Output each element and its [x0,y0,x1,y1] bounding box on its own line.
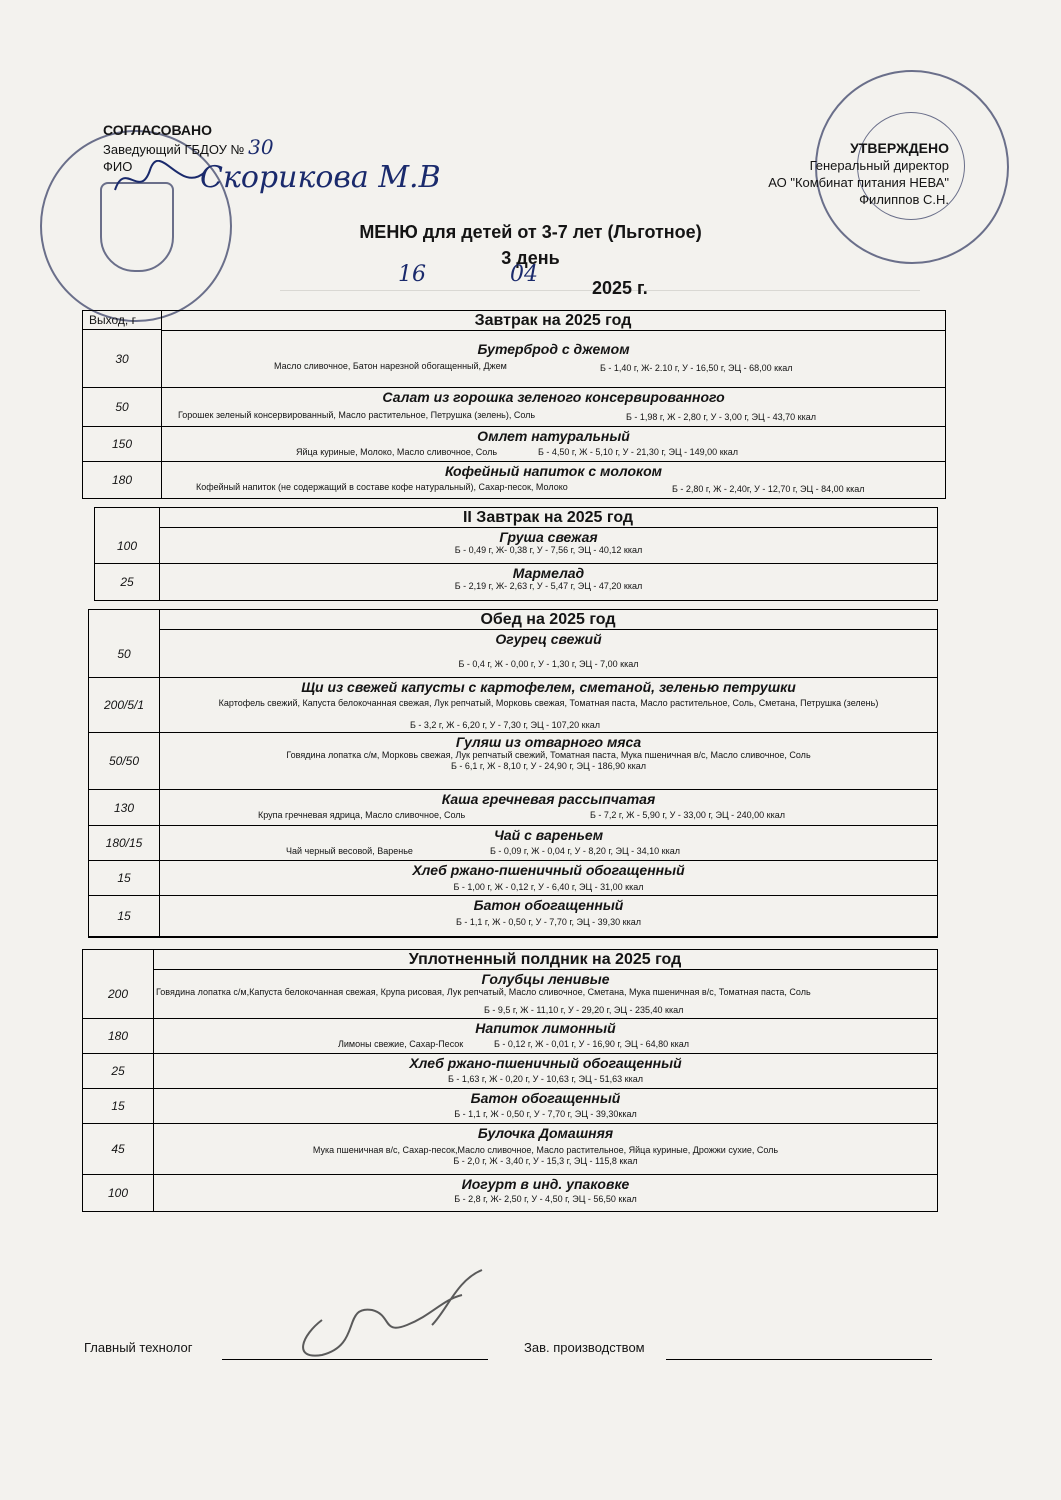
output-weight: 50 [117,646,131,661]
dish-nutrition: Б - 0,12 г, Ж - 0,01 г, У - 16,90 г, ЭЦ - 64,80 ккал [494,1039,690,1049]
dish-ingredients: Чай черный весовой, Варенье [286,846,413,856]
output-weight: 150 [111,437,133,451]
dish-name: Батон обогащенный [473,897,624,913]
output-weight: 45 [111,1142,125,1156]
dish-ingredients: Яйца куриные, Молоко, Масло сливочное, Соль [296,447,498,457]
dish-nutrition: Б - 0,49 г, Ж- 0,38 г, У - 7,56 г, ЭЦ - 40,12 ккал [454,545,643,555]
dish-name: Хлеб ржано-пшеничный обогащенный [412,862,685,878]
dish-nutrition: Б - 0,4 г, Ж - 0,00 г, У - 1,30 г, ЭЦ - 7,00 ккал [458,659,639,669]
table-row [83,1175,937,1210]
output-weight: 100 [107,1185,129,1200]
section-title: II Завтрак на 2025 год [159,508,937,528]
chief-technologist-signature [282,1265,492,1380]
output-weight: 130 [113,800,135,815]
chief-technologist-label: Главный технолог [84,1340,193,1355]
school-number: 30 [248,135,274,159]
signature-line [666,1359,932,1360]
dish-name: Батон обогащенный [470,1090,621,1106]
dish-nutrition: Б - 1,98 г, Ж - 2,80 г, У - 3,00 г, ЭЦ - 43,70 ккал [626,412,817,422]
dish-nutrition: Б - 3,2 г, Ж - 6,20 г, У - 7,30 г, ЭЦ - 107,20 ккал [410,720,601,730]
dish-nutrition: Б - 2,19 г, Ж- 2,63 г, У - 5,47 г, ЭЦ - 47,20 ккал [454,581,643,591]
dish-ingredients: Говядина лопатка с/м, Морковь свежая, Лук репчатый свежий, Томатная паста, Мука пшеничная в/с, Масло сливочное, Соль [286,750,811,760]
table-row [89,678,937,733]
output-weight: 15 [111,1099,125,1113]
output-weight: 30 [115,352,129,366]
dish-ingredients: Кофейный напиток (не содержащий в составе кофе натуральный), Сахар-песок, Молоко [196,482,568,492]
dish-nutrition: Б - 7,2 г, Ж - 5,90 г, У - 33,00 г, ЭЦ - 240,00 ккал [590,810,786,820]
table-row [83,1089,937,1124]
menu-title: МЕНЮ для детей от 3-7 лет (Льготное) [359,222,702,242]
table-row [83,1054,937,1089]
output-weight: 50 [115,400,129,414]
dish-name: Напиток лимонный [475,1020,616,1036]
agreed-signature: Скорикова М.В [200,160,441,195]
table-row [83,1124,937,1175]
approved-name: Филиппов С.Н. [859,192,949,207]
output-weight: 25 [111,1064,125,1078]
dish-name: Салат из горошка зеленого консервированного [382,389,725,405]
dish-name: Иогурт в инд. упаковке [461,1176,630,1192]
table-row [89,861,937,896]
agreed-fio: ФИО [103,159,133,174]
table-row [83,970,937,1019]
output-weight: 50/50 [108,754,140,768]
table-row [89,790,937,826]
dish-name: Хлеб ржано-пшеничный обогащенный [409,1055,682,1071]
dish-nutrition: Б - 6,1 г, Ж - 8,10 г, У - 24,90 г, ЭЦ - 186,90 ккал [450,761,647,771]
column-header-output: Выход, г [83,311,161,330]
dish-name: Кофейный напиток с молоком [444,463,662,479]
dish-name: Щи из свежей капусты с картофелем, сметаной, зеленью петрушки [301,679,796,695]
section-title: Уплотненный полдник на 2025 год [153,950,937,970]
section-afternoon-snack [82,949,938,1212]
dish-nutrition: Б - 1,63 г, Ж - 0,20 г, У - 10,63 г, ЭЦ - 51,63 ккал [447,1074,644,1084]
output-weight: 180 [107,1029,129,1043]
dish-nutrition: Б - 4,50 г, Ж - 5,10 г, У - 21,30 г, ЭЦ - 149,00 ккал [538,447,739,457]
table-row [89,826,937,861]
output-weight: 200 [107,987,129,1001]
agreed-role: Заведующий ГБДОУ № 30 [103,135,274,159]
dish-nutrition: Б - 1,1 г, Ж - 0,50 г, У - 7,70 г, ЭЦ - 39,30ккал [454,1109,637,1119]
dish-nutrition: Б - 0,09 г, Ж - 0,04 г, У - 8,20 г, ЭЦ - 34,10 ккал [490,846,681,856]
dish-name: Булочка Домашняя [477,1125,614,1141]
dish-ingredients: Крупа гречневая ядрица, Масло сливочное, Соль [258,810,466,820]
agreed-label: СОГЛАСОВАНО [103,122,212,138]
dish-name: Голубцы ленивые [481,971,610,987]
table-row [95,528,937,564]
output-weight: 25 [120,575,134,589]
section-title: Завтрак на 2025 год [161,311,945,331]
approved-org: АО "Комбинат питания НЕВА" [768,175,949,190]
dish-name: Бутерброд с джемом [477,341,630,357]
approved-label: УТВЕРЖДЕНО [850,140,949,156]
dish-name: Каша гречневая рассыпчатая [441,791,656,807]
dish-ingredients: Лимоны свежие, Сахар-Песок [338,1039,464,1049]
table-row [83,388,945,427]
dish-name: Омлет натуральный [477,428,630,444]
date-month: 04 [510,262,538,287]
output-weight: 100 [116,538,138,553]
dish-nutrition: Б - 2,8 г, Ж- 2,50 г, У - 4,50 г, ЭЦ - 56,50 ккал [454,1194,637,1204]
dish-nutrition: Б - 1,00 г, Ж - 0,12 г, У - 6,40 г, ЭЦ - 31,00 ккал [453,882,644,892]
table-row [83,331,945,388]
dish-ingredients: Картофель свежий, Капуста белокочанная свежая, Лук репчатый, Морковь свежая, Томатная паста, Масло растительное, Соль, Сметана, Петрушка (зелень) [218,698,879,708]
dish-nutrition: Б - 2,0 г, Ж - 3,40 г, У - 15,3 г, ЭЦ - 115,8 ккал [453,1156,638,1166]
output-weight: 15 [117,871,131,885]
table-row [83,1019,937,1054]
dish-nutrition: Б - 1,1 г, Ж - 0,50 г, У - 7,70 г, ЭЦ - 39,30 ккал [455,917,641,927]
table-row [83,427,945,462]
table-row [89,733,937,790]
dish-nutrition: Б - 2,80 г, Ж - 2,40г, У - 12,70 г, ЭЦ - 84,00 ккал [672,484,865,494]
menu-day: 3 день [501,248,560,268]
dish-ingredients: Масло сливочное, Батон нарезной обогащенный, Джем [274,361,507,371]
dish-ingredients: Говядина лопатка с/м,Капуста белокочанная свежая, Крупа рисовая, Лук репчатый, Масло сливочное, Сметана, Мука пшеничная в/с, Томатная паста, Соль [156,987,811,997]
approved-role: Генеральный директор [809,158,949,173]
dish-name: Груша свежая [499,529,598,545]
dish-name: Огурец свежий [495,631,602,647]
table-row [89,896,937,937]
output-weight: 200/5/1 [103,698,145,712]
date-day: 16 [398,262,426,287]
section-breakfast [82,310,946,499]
dish-ingredients: Горошек зеленый консервированный, Масло растительное, Петрушка (зелень), Соль [178,410,536,420]
section-lunch [88,609,938,938]
output-weight: 180 [111,472,133,487]
section-second-breakfast [94,507,938,601]
approved-block [768,140,949,208]
dish-nutrition: Б - 9,5 г, Ж - 11,10 г, У - 29,20 г, ЭЦ - 235,40 ккал [484,1005,684,1015]
output-weight: 15 [117,909,131,923]
agreed-signature-scribble [110,160,210,205]
table-row [83,462,945,497]
table-row [89,630,937,678]
dish-ingredients: Мука пшеничная в/с, Сахар-песок,Масло сливочное, Масло растительное, Яйца куриные, Дрожжи сухие, Соль [312,1145,779,1155]
date-year: 2025 г. [592,278,648,298]
dish-nutrition: Б - 1,40 г, Ж- 2.10 г, У - 16,50 г, ЭЦ - 68,00 ккал [600,363,793,373]
dish-name: Мармелад [512,565,585,581]
production-head-label: Зав. производством [524,1340,645,1355]
dish-name: Чай с вареньем [493,827,604,843]
output-weight: 180/15 [105,836,143,850]
dish-name: Гуляш из отварного мяса [455,734,642,750]
table-row [95,564,937,600]
section-title: Обед на 2025 год [159,610,937,630]
